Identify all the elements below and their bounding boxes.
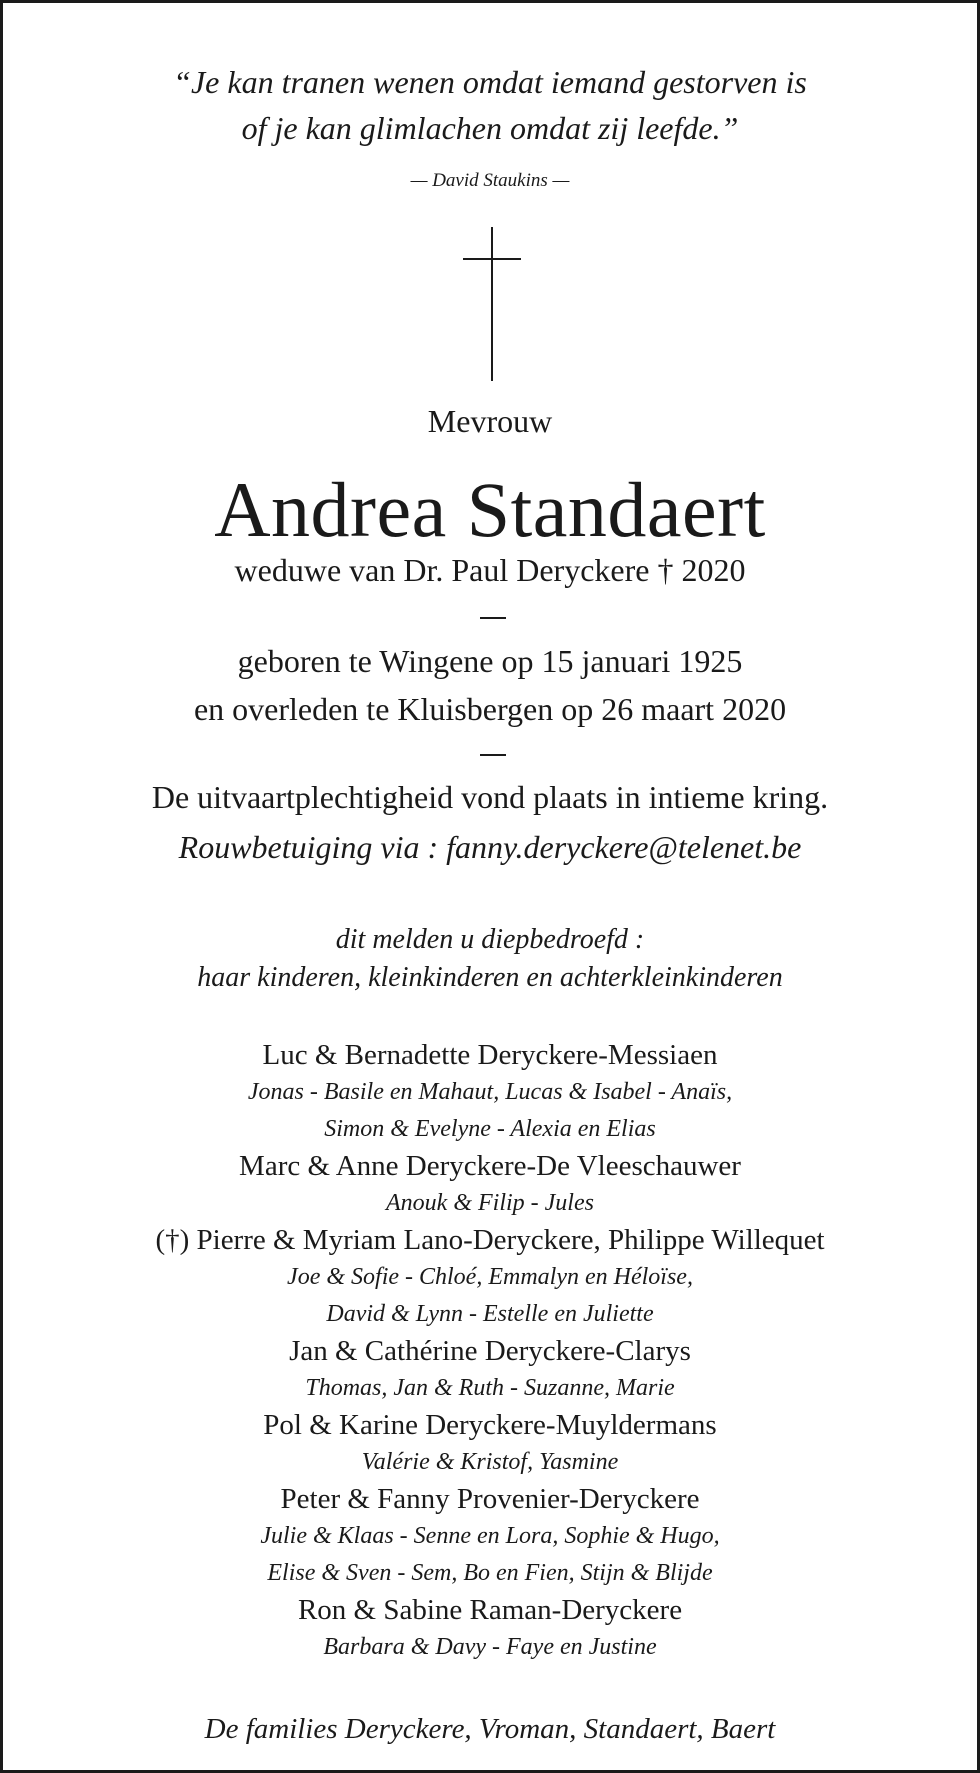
family-main: Pol & Karine Deryckere-Muyldermans xyxy=(263,1409,717,1441)
announcement-line: haar kinderen, kleinkinderen en achterkleinkinderen xyxy=(197,962,783,993)
family-sub: David & Lynn - Estelle en Juliette xyxy=(326,1301,654,1327)
family-main: Peter & Fanny Provenier-Deryckere xyxy=(280,1483,700,1515)
family-sub: Simon & Evelyne - Alexia en Elias xyxy=(324,1116,656,1142)
family-sub: Thomas, Jan & Ruth - Suzanne, Marie xyxy=(305,1375,675,1401)
quote-attribution: — David Staukins — xyxy=(410,170,570,191)
cross-icon xyxy=(463,227,521,381)
families-line: De families Deryckere, Vroman, Standaert, Baert xyxy=(204,1713,776,1745)
quote-line: “Je kan tranen wenen omdat iemand gestorven is xyxy=(173,64,807,100)
quote xyxy=(3,59,977,151)
widow-line: weduwe van Dr. Paul Deryckere † 2020 xyxy=(234,552,746,588)
divider xyxy=(480,754,506,756)
quote-line: of je kan glimlachen omdat zij leefde.” xyxy=(241,110,739,146)
divider xyxy=(480,617,506,619)
family-sub: Barbara & Davy - Faye en Justine xyxy=(323,1634,657,1660)
family-sub: Anouk & Filip - Jules xyxy=(386,1190,594,1216)
condolence-line: Rouwbetuiging via : fanny.deryckere@telenet.be xyxy=(178,829,802,865)
family-main: (†) Pierre & Myriam Lano-Deryckere, Philippe Willequet xyxy=(155,1224,825,1256)
honorific: Mevrouw xyxy=(427,403,553,439)
family-sub: Joe & Sofie - Chloé, Emmalyn en Héloïse, xyxy=(287,1264,693,1290)
announcement-line: dit melden u diepbedroefd : xyxy=(335,924,645,955)
family-main: Marc & Anne Deryckere-De Vleeschauwer xyxy=(239,1150,741,1182)
family-main: Luc & Bernadette Deryckere-Messiaen xyxy=(262,1039,718,1071)
funeral-notice: De uitvaartplechtigheid vond plaats in intieme kring. xyxy=(151,779,829,815)
announcement xyxy=(3,921,977,997)
family-main: Jan & Cathérine Deryckere-Clarys xyxy=(289,1335,691,1367)
birth-line: geboren te Wingene op 15 januari 1925 xyxy=(237,643,743,679)
family-sub: Jonas - Basile en Mahaut, Lucas & Isabel - Anaïs, xyxy=(247,1079,733,1105)
family-sub: Julie & Klaas - Senne en Lora, Sophie & Hugo, xyxy=(260,1523,720,1549)
family-sub: Elise & Sven - Sem, Bo en Fien, Stijn & Blijde xyxy=(267,1560,713,1586)
family-list xyxy=(3,1037,977,1666)
family-main: Ron & Sabine Raman-Deryckere xyxy=(297,1594,683,1626)
death-line: en overleden te Kluisbergen op 26 maart 2020 xyxy=(193,691,787,727)
family-sub: Valérie & Kristof, Yasmine xyxy=(361,1449,619,1475)
life-dates xyxy=(3,637,977,733)
deceased-name: Andrea Standaert xyxy=(214,466,766,553)
